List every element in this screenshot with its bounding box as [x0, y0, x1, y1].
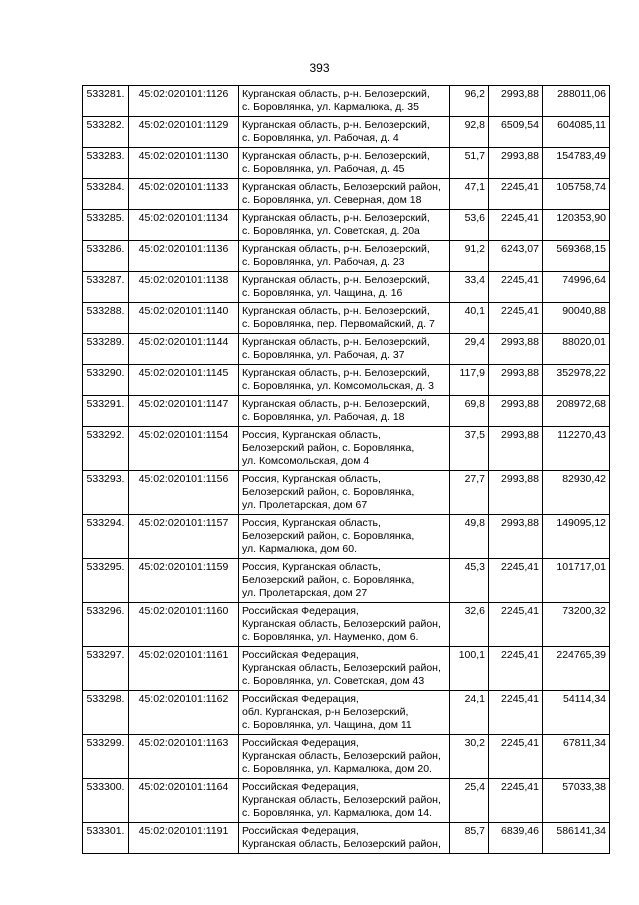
rate-cell: 2245,41	[489, 303, 543, 334]
rate-cell: 6243,07	[489, 241, 543, 272]
row-number-cell: 533296.	[83, 603, 129, 647]
row-number-cell: 533288.	[83, 303, 129, 334]
cadastral-number-cell: 45:02:020101:1129	[129, 117, 239, 148]
rate-cell: 2993,88	[489, 148, 543, 179]
cadastral-value-cell: 569368,15	[543, 241, 610, 272]
cadastral-number-cell: 45:02:020101:1144	[129, 334, 239, 365]
area-cell: 40,1	[450, 303, 489, 334]
cadastral-value-cell: 586141,34	[543, 823, 610, 854]
address-cell: Курганская область, р-н. Белозерский, с. Боровлянка, ул. Рабочая, д. 37	[239, 334, 450, 365]
address-cell: Курганская область, Белозерский район, с. Боровлянка, ул. Северная, дом 18	[239, 179, 450, 210]
row-number-cell: 533295.	[83, 559, 129, 603]
cadastral-value-cell: 67811,34	[543, 735, 610, 779]
address-cell: Курганская область, р-н. Белозерский, с. Боровлянка, ул. Советская, д. 20а	[239, 210, 450, 241]
cadastral-value-cell: 149095,12	[543, 515, 610, 559]
cadastral-number-cell: 45:02:020101:1133	[129, 179, 239, 210]
table-row	[83, 427, 610, 471]
address-cell: Российская Федерация, Курганская область, Белозерский район, с. Боровлянка, ул. Науменко, дом 6.	[239, 603, 450, 647]
rate-cell: 2245,41	[489, 691, 543, 735]
cadastral-value-cell: 101717,01	[543, 559, 610, 603]
table-row	[83, 779, 610, 823]
area-cell: 29,4	[450, 334, 489, 365]
area-cell: 33,4	[450, 272, 489, 303]
cadastral-value-cell: 208972,68	[543, 396, 610, 427]
cadastral-value-cell: 88020,01	[543, 334, 610, 365]
rate-cell: 2993,88	[489, 334, 543, 365]
area-cell: 37,5	[450, 427, 489, 471]
address-cell: Российская Федерация, обл. Курганская, р-н Белозерский, с. Боровлянка, ул. Чащина, дом 11	[239, 691, 450, 735]
rate-cell: 2245,41	[489, 210, 543, 241]
rate-cell: 2245,41	[489, 779, 543, 823]
cadastral-number-cell: 45:02:020101:1163	[129, 735, 239, 779]
cadastral-number-cell: 45:02:020101:1157	[129, 515, 239, 559]
area-cell: 117,9	[450, 365, 489, 396]
address-cell: Российская Федерация, Курганская область, Белозерский район, с. Боровлянка, ул. Кармалюка, дом 20.	[239, 735, 450, 779]
cadastral-value-cell: 120353,90	[543, 210, 610, 241]
address-cell: Российская Федерация, Курганская область, Белозерский район, с. Боровлянка, ул. Кармалюка, дом 14.	[239, 779, 450, 823]
cadastral-number-cell: 45:02:020101:1145	[129, 365, 239, 396]
address-cell: Курганская область, р-н. Белозерский, с. Боровлянка, ул. Рабочая, д. 45	[239, 148, 450, 179]
cadastral-number-cell: 45:02:020101:1138	[129, 272, 239, 303]
address-cell: Российская Федерация, Курганская область, Белозерский район, с. Боровлянка, ул. Советская, дом 43	[239, 647, 450, 691]
row-number-cell: 533294.	[83, 515, 129, 559]
page-number: 393	[309, 61, 330, 75]
rate-cell: 2993,88	[489, 86, 543, 117]
rate-cell: 2993,88	[489, 396, 543, 427]
cadastral-number-cell: 45:02:020101:1162	[129, 691, 239, 735]
table-row	[83, 117, 610, 148]
table-row	[83, 691, 610, 735]
cadastral-value-cell: 288011,06	[543, 86, 610, 117]
area-cell: 53,6	[450, 210, 489, 241]
cadastral-number-cell: 45:02:020101:1134	[129, 210, 239, 241]
address-cell: Курганская область, р-н. Белозерский, с. Боровлянка, пер. Первомайский, д. 7	[239, 303, 450, 334]
table-row	[83, 179, 610, 210]
table-row	[83, 148, 610, 179]
property-registry-table	[82, 85, 610, 854]
rate-cell: 2245,41	[489, 179, 543, 210]
row-number-cell: 533281.	[83, 86, 129, 117]
table-row	[83, 272, 610, 303]
row-number-cell: 533293.	[83, 471, 129, 515]
address-cell: Курганская область, р-н. Белозерский, с. Боровлянка, ул. Рабочая, д. 18	[239, 396, 450, 427]
row-number-cell: 533286.	[83, 241, 129, 272]
table-row	[83, 823, 610, 854]
cadastral-number-cell: 45:02:020101:1191	[129, 823, 239, 854]
area-cell: 25,4	[450, 779, 489, 823]
rate-cell: 2993,88	[489, 365, 543, 396]
row-number-cell: 533301.	[83, 823, 129, 854]
table-row	[83, 86, 610, 117]
cadastral-number-cell: 45:02:020101:1130	[129, 148, 239, 179]
area-cell: 32,6	[450, 603, 489, 647]
cadastral-number-cell: 45:02:020101:1147	[129, 396, 239, 427]
cadastral-number-cell: 45:02:020101:1140	[129, 303, 239, 334]
address-cell: Курганская область, р-н. Белозерский, с. Боровлянка, ул. Чащина, д. 16	[239, 272, 450, 303]
area-cell: 24,1	[450, 691, 489, 735]
row-number-cell: 533299.	[83, 735, 129, 779]
table-row	[83, 210, 610, 241]
cadastral-value-cell: 74996,64	[543, 272, 610, 303]
address-cell: Россия, Курганская область, Белозерский район, с. Боровлянка, ул. Пролетарская, дом 27	[239, 559, 450, 603]
table-row	[83, 365, 610, 396]
cadastral-number-cell: 45:02:020101:1154	[129, 427, 239, 471]
rate-cell: 2245,41	[489, 559, 543, 603]
table-row	[83, 735, 610, 779]
cadastral-number-cell: 45:02:020101:1159	[129, 559, 239, 603]
cadastral-value-cell: 82930,42	[543, 471, 610, 515]
rate-cell: 2245,41	[489, 647, 543, 691]
table-row	[83, 647, 610, 691]
address-cell: Курганская область, р-н. Белозерский, с. Боровлянка, ул. Рабочая, д. 4	[239, 117, 450, 148]
rate-cell: 2245,41	[489, 735, 543, 779]
area-cell: 92,8	[450, 117, 489, 148]
cadastral-number-cell: 45:02:020101:1161	[129, 647, 239, 691]
rate-cell: 2993,88	[489, 471, 543, 515]
cadastral-number-cell: 45:02:020101:1156	[129, 471, 239, 515]
rate-cell: 2245,41	[489, 603, 543, 647]
row-number-cell: 533289.	[83, 334, 129, 365]
row-number-cell: 533282.	[83, 117, 129, 148]
address-cell: Россия, Курганская область, Белозерский район, с. Боровлянка, ул. Комсомольская, дом 4	[239, 427, 450, 471]
address-cell: Россия, Курганская область, Белозерский район, с. Боровлянка, ул. Кармалюка, дом 60.	[239, 515, 450, 559]
cadastral-number-cell: 45:02:020101:1160	[129, 603, 239, 647]
address-cell: Российская Федерация, Курганская область, Белозерский район,	[239, 823, 450, 854]
row-number-cell: 533300.	[83, 779, 129, 823]
row-number-cell: 533298.	[83, 691, 129, 735]
address-cell: Курганская область, р-н. Белозерский, с. Боровлянка, ул. Комсомольская, д. 3	[239, 365, 450, 396]
row-number-cell: 533287.	[83, 272, 129, 303]
area-cell: 49,8	[450, 515, 489, 559]
rate-cell: 2993,88	[489, 515, 543, 559]
area-cell: 96,2	[450, 86, 489, 117]
row-number-cell: 533284.	[83, 179, 129, 210]
cadastral-value-cell: 112270,43	[543, 427, 610, 471]
table-row	[83, 303, 610, 334]
row-number-cell: 533285.	[83, 210, 129, 241]
row-number-cell: 533297.	[83, 647, 129, 691]
area-cell: 51,7	[450, 148, 489, 179]
rate-cell: 6509,54	[489, 117, 543, 148]
cadastral-value-cell: 154783,49	[543, 148, 610, 179]
address-cell: Россия, Курганская область, Белозерский район, с. Боровлянка, ул. Пролетарская, дом 67	[239, 471, 450, 515]
area-cell: 45,3	[450, 559, 489, 603]
area-cell: 91,2	[450, 241, 489, 272]
table-row	[83, 471, 610, 515]
table-row	[83, 396, 610, 427]
row-number-cell: 533290.	[83, 365, 129, 396]
cadastral-value-cell: 604085,11	[543, 117, 610, 148]
rate-cell: 6839,46	[489, 823, 543, 854]
cadastral-value-cell: 352978,22	[543, 365, 610, 396]
rate-cell: 2245,41	[489, 272, 543, 303]
area-cell: 69,8	[450, 396, 489, 427]
table-row	[83, 241, 610, 272]
table-row	[83, 334, 610, 365]
cadastral-value-cell: 73200,32	[543, 603, 610, 647]
rate-cell: 2993,88	[489, 427, 543, 471]
area-cell: 47,1	[450, 179, 489, 210]
row-number-cell: 533283.	[83, 148, 129, 179]
cadastral-number-cell: 45:02:020101:1164	[129, 779, 239, 823]
cadastral-number-cell: 45:02:020101:1126	[129, 86, 239, 117]
table-row	[83, 559, 610, 603]
cadastral-value-cell: 105758,74	[543, 179, 610, 210]
cadastral-value-cell: 54114,34	[543, 691, 610, 735]
cadastral-value-cell: 224765,39	[543, 647, 610, 691]
cadastral-value-cell: 90040,88	[543, 303, 610, 334]
area-cell: 85,7	[450, 823, 489, 854]
row-number-cell: 533291.	[83, 396, 129, 427]
address-cell: Курганская область, р-н. Белозерский, с. Боровлянка, ул. Рабочая, д. 23	[239, 241, 450, 272]
row-number-cell: 533292.	[83, 427, 129, 471]
table-row	[83, 603, 610, 647]
area-cell: 100,1	[450, 647, 489, 691]
cadastral-value-cell: 57033,38	[543, 779, 610, 823]
address-cell: Курганская область, р-н. Белозерский, с. Боровлянка, ул. Кармалюка, д. 35	[239, 86, 450, 117]
cadastral-number-cell: 45:02:020101:1136	[129, 241, 239, 272]
area-cell: 30,2	[450, 735, 489, 779]
registry-table-body	[83, 86, 610, 854]
area-cell: 27,7	[450, 471, 489, 515]
table-row	[83, 515, 610, 559]
